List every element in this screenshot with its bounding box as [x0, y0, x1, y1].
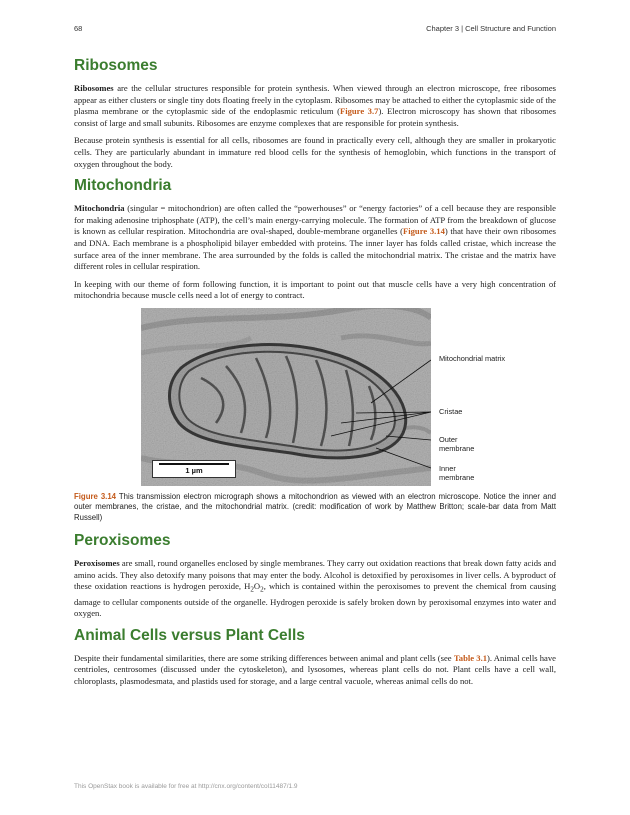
heading-animal-vs-plant: Animal Cells versus Plant Cells	[74, 626, 305, 644]
term-peroxisomes: Peroxisomes	[74, 558, 120, 569]
paragraph-ribosomes-1: Ribosomes are the cellular structures responsible for protein synthesis. When viewed through an electron microscope, free ribosomes appear as either clusters or single tiny dots floating freely in the cytoplasm. Ribosomes may be attached to either the cytoplasmic side of the plasma membrane or the cytoplasmic side of the endoplasmic reticulum (Figure 3.7). Electron microscopy has shown that ribosomes consist of large and small subunits. Ribosomes are enzyme complexes that are responsible for protein synthesis.	[74, 83, 557, 128]
label-cristae: Cristae	[439, 406, 463, 416]
label-outer-membrane: Outer membrane	[439, 434, 475, 453]
scale-bar-line	[159, 463, 229, 465]
term-ribosomes: Ribosomes	[74, 83, 114, 93]
label-inner-membrane: Inner membrane	[439, 463, 475, 482]
figure-number: Figure 3.14	[74, 491, 117, 501]
figure-3-14	[74, 308, 556, 488]
page-number: 68	[74, 24, 83, 33]
page-footer: This OpenStax book is available for free at http://cnx.org/content/col11487/1.9	[74, 783, 298, 790]
link-table-3-1[interactable]: Table 3.1	[453, 652, 488, 663]
paragraph-ribosomes-2: Because protein synthesis is essential for all cells, ribosomes are found in practically every cell, although they are smaller in prokaryotic cells. They are particularly abundant in immature red blood cells for the synthesis of hemoglobin, which functions in the transport of oxygen throughout the body.	[74, 135, 556, 169]
paragraph-mitochondria-2: In keeping with our theme of form following function, it is important to point out that muscle cells have a very high concentration of mitochondria because muscle cells need a lot of energy to contract.	[74, 278, 556, 301]
heading-ribosomes: Ribosomes	[74, 57, 158, 74]
term-mitochondria: Mitochondria	[74, 203, 125, 214]
link-figure-3-7[interactable]: Figure 3.7	[339, 106, 379, 117]
link-figure-3-14[interactable]: Figure 3.14	[402, 226, 445, 237]
label-mitochondrial-matrix: Mitochondrial matrix	[439, 353, 506, 363]
paragraph-mitochondria-1: Mitochondria (singular = mitochondrion) are often called the “powerhouses” or “energy factories” of a cell because they are responsible for making adenosine triphosphate (ATP), the cell’s main energy-carrying molecule. The formation of ATP from the breakdown of glucose is known as cellular respiration. Mitochondria are oval-shaped, double-membrane organelles (Figure 3.14) that have their own ribosomes and DNA. Each membrane is a phospholipid bilayer embedded with proteins. The inner layer has folds called cristae, which increase the surface area of the inner membrane. The area surrounded by the folds is called the mitochondrial matrix. The cristae and the matrix have different roles in cellular respiration.	[74, 203, 556, 272]
paragraph-peroxisomes: Peroxisomes are small, round organelles enclosed by single membranes. They carry out oxidation reactions that break down fatty acids and amino acids. They also detoxify many poisons that may enter the body. Alcohol is detoxified by peroxisomes in liver cells. A byproduct of these oxidation reactions is hydrogen peroxide, $H_2O_2$, which is contained within the peroxisomes to prevent the chemical from causing damage to cellular components outside of the organelle. Hydrogen peroxide is safely broken down by peroxisomal enzymes into water and oxygen.	[74, 558, 556, 619]
figure-caption: Figure 3.14 This transmission electron micrograph shows a mitochondrion as viewed with an electron microscope. Notice the inner and outer membranes, the cristae, and the mitochondrial matrix. (credit: modification of work by Matthew Britton; scale-bar data from Matt Russell)	[74, 491, 557, 522]
heading-peroxisomes: Peroxisomes	[74, 532, 171, 550]
paragraph-animal-vs-plant: Despite their fundamental similarities, there are some striking differences between animal and plant cells (see Table 3.1). Animal cells have centrioles, centrosomes (discussed under the cytoskeleton), and lysosomes, whereas plant cells do not. Plant cells have a cell wall, chloroplasts, plasmodesmata, and plastids used for storage, and a large central vacuole, whereas animal cells do not.	[74, 652, 556, 686]
page-header	[74, 24, 556, 36]
page-content	[74, 56, 556, 694]
chapter-title: Chapter 3 | Cell Structure and Function	[426, 24, 556, 33]
scale-bar-label: 1 µm	[185, 465, 203, 475]
heading-mitochondria: Mitochondria	[74, 177, 172, 195]
scale-bar	[152, 460, 236, 478]
